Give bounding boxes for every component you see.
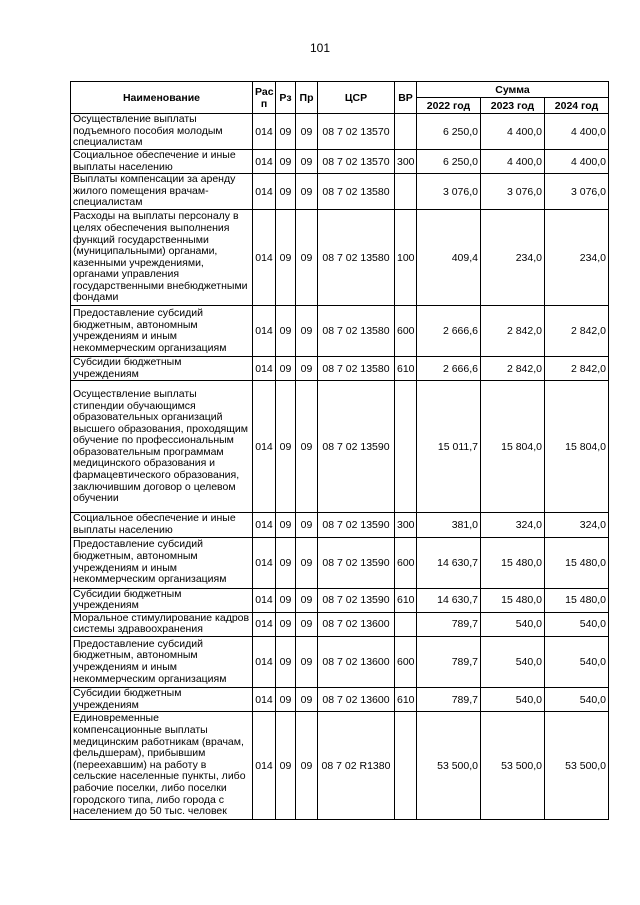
cell-pr: 09 (296, 150, 318, 174)
cell-2024: 540,0 (545, 636, 609, 687)
cell-2024: 4 400,0 (545, 150, 609, 174)
cell-2024: 324,0 (545, 513, 609, 537)
cell-pr: 09 (296, 174, 318, 210)
cell-vr: 610 (395, 357, 417, 381)
cell-vr: 610 (395, 687, 417, 711)
header-pr: Пр (296, 82, 318, 114)
cell-name: Предоставление субсидий бюджетным, автономным учреждениям и иным некоммерческим организациям (71, 306, 253, 357)
cell-2023: 540,0 (481, 687, 545, 711)
cell-vr (395, 381, 417, 513)
cell-2022: 14 630,7 (417, 537, 481, 588)
cell-2022: 381,0 (417, 513, 481, 537)
cell-csr: 08 7 02 13590 (318, 513, 395, 537)
cell-2023: 15 480,0 (481, 588, 545, 612)
cell-2024: 15 480,0 (545, 588, 609, 612)
cell-2024: 15 804,0 (545, 381, 609, 513)
cell-csr: 08 7 02 13590 (318, 381, 395, 513)
cell-rz: 09 (276, 210, 296, 306)
cell-ras: 014 (253, 636, 276, 687)
cell-2024: 15 480,0 (545, 537, 609, 588)
table-row (71, 306, 609, 357)
cell-csr: 08 7 02 13600 (318, 612, 395, 636)
table-row (71, 381, 609, 513)
cell-vr: 300 (395, 513, 417, 537)
table-row (71, 114, 609, 150)
cell-rz: 09 (276, 513, 296, 537)
cell-ras: 014 (253, 588, 276, 612)
cell-pr: 09 (296, 381, 318, 513)
cell-rz: 09 (276, 306, 296, 357)
cell-rz: 09 (276, 150, 296, 174)
cell-2024: 540,0 (545, 612, 609, 636)
cell-2023: 234,0 (481, 210, 545, 306)
cell-name: Единовременные компенсационные выплаты медицинским работникам (врачам, фельдшерам), прибывшим (переехавшим) на работу в сельские населенные пункты, либо рабочие поселки, либо поселки городского типа, либо города с населением до 50 тыс. человек (71, 712, 253, 820)
cell-pr: 09 (296, 636, 318, 687)
cell-2022: 789,7 (417, 612, 481, 636)
header-csr: ЦСР (318, 82, 395, 114)
cell-ras: 014 (253, 612, 276, 636)
cell-pr: 09 (296, 210, 318, 306)
cell-csr: 08 7 02 13580 (318, 174, 395, 210)
cell-2023: 4 400,0 (481, 114, 545, 150)
header-ras: Рас п (253, 82, 276, 114)
table-body (71, 114, 609, 820)
cell-ras: 014 (253, 150, 276, 174)
cell-2022: 2 666,6 (417, 357, 481, 381)
cell-2023: 3 076,0 (481, 174, 545, 210)
cell-pr: 09 (296, 306, 318, 357)
cell-ras: 014 (253, 381, 276, 513)
cell-2022: 409,4 (417, 210, 481, 306)
table-row (71, 357, 609, 381)
table-row (71, 712, 609, 820)
cell-name: Расходы на выплаты персоналу в целях обеспечения выполнения функций государственными (муниципальными) органами, казенными учреждениями, органами управления государственными внебюджетными фондами (71, 210, 253, 306)
cell-name: Выплаты компенсации за аренду жилого помещения врачам-специалистам (71, 174, 253, 210)
cell-2024: 2 842,0 (545, 306, 609, 357)
cell-vr: 100 (395, 210, 417, 306)
cell-2022: 2 666,6 (417, 306, 481, 357)
cell-name: Субсидии бюджетным учреждениям (71, 588, 253, 612)
header-sum: Сумма (417, 82, 609, 98)
cell-2023: 2 842,0 (481, 357, 545, 381)
table-row (71, 612, 609, 636)
cell-vr: 600 (395, 537, 417, 588)
cell-pr: 09 (296, 612, 318, 636)
cell-pr: 09 (296, 537, 318, 588)
cell-pr: 09 (296, 513, 318, 537)
cell-rz: 09 (276, 357, 296, 381)
header-vr: ВР (395, 82, 417, 114)
cell-ras: 014 (253, 357, 276, 381)
cell-vr: 600 (395, 306, 417, 357)
cell-2023: 15 804,0 (481, 381, 545, 513)
header-name: Наименование (71, 82, 253, 114)
cell-vr (395, 174, 417, 210)
cell-2022: 53 500,0 (417, 712, 481, 820)
table-row (71, 537, 609, 588)
cell-2024: 53 500,0 (545, 712, 609, 820)
cell-csr: 08 7 02 13590 (318, 537, 395, 588)
cell-pr: 09 (296, 687, 318, 711)
cell-2023: 53 500,0 (481, 712, 545, 820)
cell-2022: 789,7 (417, 687, 481, 711)
header-rz: Рз (276, 82, 296, 114)
cell-name: Субсидии бюджетным учреждениям (71, 357, 253, 381)
cell-vr: 300 (395, 150, 417, 174)
header-year-2023: 2023 год (481, 98, 545, 114)
cell-csr: 08 7 02 13600 (318, 687, 395, 711)
cell-rz: 09 (276, 687, 296, 711)
cell-rz: 09 (276, 612, 296, 636)
table-row (71, 588, 609, 612)
cell-ras: 014 (253, 174, 276, 210)
table-row (71, 210, 609, 306)
table-row (71, 513, 609, 537)
cell-csr: 08 7 02 13570 (318, 114, 395, 150)
page-number: 101 (309, 41, 331, 55)
cell-csr: 08 7 02 R1380 (318, 712, 395, 820)
cell-name: Социальное обеспечение и иные выплаты населению (71, 150, 253, 174)
cell-vr (395, 114, 417, 150)
cell-2023: 2 842,0 (481, 306, 545, 357)
cell-2022: 3 076,0 (417, 174, 481, 210)
cell-2023: 540,0 (481, 612, 545, 636)
cell-rz: 09 (276, 636, 296, 687)
cell-vr: 610 (395, 588, 417, 612)
cell-csr: 08 7 02 13600 (318, 636, 395, 687)
cell-pr: 09 (296, 114, 318, 150)
budget-table (70, 81, 609, 820)
cell-2023: 540,0 (481, 636, 545, 687)
cell-2023: 324,0 (481, 513, 545, 537)
table-row (71, 150, 609, 174)
cell-ras: 014 (253, 210, 276, 306)
cell-2022: 6 250,0 (417, 150, 481, 174)
cell-ras: 014 (253, 306, 276, 357)
cell-name: Моральное стимулирование кадров системы здравоохранения (71, 612, 253, 636)
cell-rz: 09 (276, 174, 296, 210)
cell-vr (395, 612, 417, 636)
cell-csr: 08 7 02 13570 (318, 150, 395, 174)
cell-csr: 08 7 02 13580 (318, 210, 395, 306)
cell-2022: 14 630,7 (417, 588, 481, 612)
cell-2023: 4 400,0 (481, 150, 545, 174)
cell-vr: 600 (395, 636, 417, 687)
cell-ras: 014 (253, 513, 276, 537)
cell-csr: 08 7 02 13590 (318, 588, 395, 612)
cell-name: Социальное обеспечение и иные выплаты населению (71, 513, 253, 537)
cell-pr: 09 (296, 712, 318, 820)
cell-rz: 09 (276, 712, 296, 820)
cell-2022: 15 011,7 (417, 381, 481, 513)
cell-rz: 09 (276, 114, 296, 150)
header-year-2022: 2022 год (417, 98, 481, 114)
cell-name: Субсидии бюджетным учреждениям (71, 687, 253, 711)
cell-ras: 014 (253, 114, 276, 150)
cell-ras: 014 (253, 712, 276, 820)
cell-2024: 2 842,0 (545, 357, 609, 381)
cell-rz: 09 (276, 381, 296, 513)
cell-ras: 014 (253, 687, 276, 711)
cell-name: Осуществление выплаты подъемного пособия молодым специалистам (71, 114, 253, 150)
cell-2024: 540,0 (545, 687, 609, 711)
cell-2023: 15 480,0 (481, 537, 545, 588)
cell-rz: 09 (276, 537, 296, 588)
table-row (71, 174, 609, 210)
cell-2022: 6 250,0 (417, 114, 481, 150)
table-row (71, 687, 609, 711)
cell-2024: 4 400,0 (545, 114, 609, 150)
cell-pr: 09 (296, 357, 318, 381)
cell-2022: 789,7 (417, 636, 481, 687)
cell-rz: 09 (276, 588, 296, 612)
cell-2024: 234,0 (545, 210, 609, 306)
cell-name: Осуществление выплаты стипендии обучающимся образовательных организаций высшего образования, проходящим обучение по профессиональным образовательным программам медицинского образования и фармацевтического образования, заключившим договор о целевом обучении (71, 381, 253, 513)
cell-csr: 08 7 02 13580 (318, 357, 395, 381)
cell-pr: 09 (296, 588, 318, 612)
cell-name: Предоставление субсидий бюджетным, автономным учреждениям и иным некоммерческим организациям (71, 537, 253, 588)
header-year-2024: 2024 год (545, 98, 609, 114)
cell-2024: 3 076,0 (545, 174, 609, 210)
cell-ras: 014 (253, 537, 276, 588)
cell-vr (395, 712, 417, 820)
table-row (71, 636, 609, 687)
cell-csr: 08 7 02 13580 (318, 306, 395, 357)
cell-name: Предоставление субсидий бюджетным, автономным учреждениям и иным некоммерческим организациям (71, 636, 253, 687)
